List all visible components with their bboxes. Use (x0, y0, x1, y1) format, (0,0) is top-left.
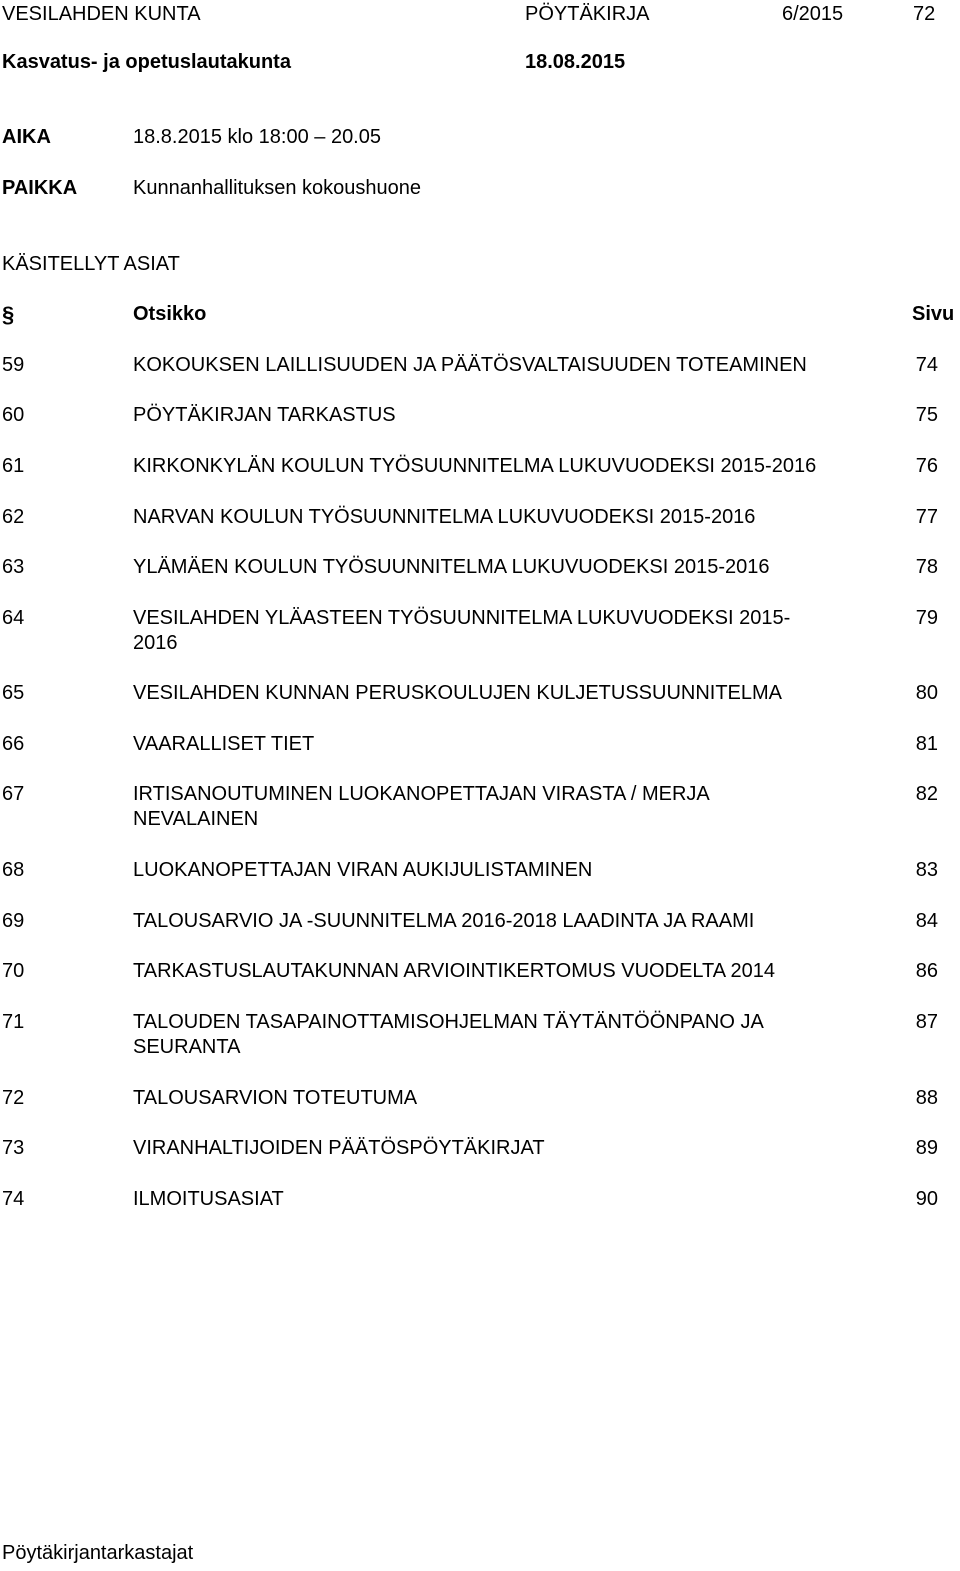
time-value: 18.8.2015 klo 18:00 – 20.05 (133, 126, 381, 148)
item-title: TALOUDEN TASAPAINOTTAMISOHJELMAN TÄYTÄNTÖÖNPANO JA SEURANTA (133, 1011, 763, 1058)
item-number: 71 (2, 1011, 25, 1033)
place-label: PAIKKA (2, 177, 78, 199)
item-number: 69 (2, 910, 25, 932)
item-number: 64 (2, 607, 25, 629)
column-header-page: Sivu (912, 303, 955, 325)
item-title: VESILAHDEN YLÄASTEEN TYÖSUUNNITELMA LUKUVUODEKSI 2015-2016 (133, 607, 791, 654)
item-number: 63 (2, 556, 25, 578)
item-page: 88 (915, 1087, 938, 1109)
item-title: PÖYTÄKIRJAN TARKASTUS (133, 404, 396, 426)
item-title: VESILAHDEN KUNNAN PERUSKOULUJEN KULJETUSSUUNNITELMA (133, 682, 783, 704)
item-number: 62 (2, 506, 25, 528)
committee-name: Kasvatus- ja opetuslautakunta (2, 51, 291, 73)
item-title: KIRKONKYLÄN KOULUN TYÖSUUNNITELMA LUKUVUODEKSI 2015-2016 (133, 455, 817, 477)
item-page: 84 (915, 910, 938, 932)
item-page: 89 (915, 1137, 938, 1159)
item-title: TALOUSARVIO JA -SUUNNITELMA 2016-2018 LAADINTA JA RAAMI (133, 910, 755, 932)
item-number: 65 (2, 682, 25, 704)
item-title: IRTISANOUTUMINEN LUOKANOPETTAJAN VIRASTA / MERJA NEVALAINEN (133, 783, 709, 830)
item-page: 82 (915, 783, 938, 805)
item-title: LUOKANOPETTAJAN VIRAN AUKIJULISTAMINEN (133, 859, 593, 881)
item-number: 60 (2, 404, 25, 426)
item-title: VIRANHALTIJOIDEN PÄÄTÖSPÖYTÄKIRJAT (133, 1137, 545, 1159)
item-title: TALOUSARVION TOTEUTUMA (133, 1087, 418, 1109)
item-page: 90 (915, 1188, 938, 1210)
item-number: 73 (2, 1137, 25, 1159)
item-number: 70 (2, 960, 25, 982)
item-page: 83 (915, 859, 938, 881)
item-page: 76 (915, 455, 938, 477)
item-page: 77 (915, 506, 938, 528)
time-label: AIKA (2, 126, 51, 148)
item-number: 59 (2, 354, 25, 376)
item-page: 78 (915, 556, 938, 578)
document-type: PÖYTÄKIRJA (525, 3, 650, 25)
place-value: Kunnanhallituksen kokoushuone (133, 177, 421, 199)
item-title: KOKOUKSEN LAILLISUUDEN JA PÄÄTÖSVALTAISUUDEN TOTEAMINEN (133, 354, 807, 376)
item-title: NARVAN KOULUN TYÖSUUNNITELMA LUKUVUODEKSI 2015-2016 (133, 506, 756, 528)
municipality-name: VESILAHDEN KUNTA (2, 3, 201, 25)
item-page: 79 (915, 607, 938, 629)
item-title: ILMOITUSASIAT (133, 1188, 284, 1210)
item-page: 81 (915, 733, 938, 755)
footer-label: Pöytäkirjantarkastajat (2, 1542, 194, 1564)
item-number: 74 (2, 1188, 25, 1210)
meeting-date: 18.08.2015 (525, 51, 626, 73)
item-number: 68 (2, 859, 25, 881)
item-page: 80 (915, 682, 938, 704)
item-number: 72 (2, 1087, 25, 1109)
item-number: 67 (2, 783, 25, 805)
item-page: 86 (915, 960, 938, 982)
section-sign: § (2, 302, 15, 327)
item-title: TARKASTUSLAUTAKUNNAN ARVIOINTIKERTOMUS VUODELTA 2014 (133, 960, 776, 982)
item-page: 75 (915, 404, 938, 426)
page-number: 72 (913, 3, 936, 25)
item-title: VAARALLISET TIET (133, 733, 315, 755)
column-header-title: Otsikko (133, 303, 207, 325)
toc-heading: KÄSITELLYT ASIAT (2, 253, 180, 275)
item-page: 74 (915, 354, 938, 376)
item-number: 66 (2, 733, 25, 755)
item-number: 61 (2, 455, 25, 477)
item-title: YLÄMÄEN KOULUN TYÖSUUNNITELMA LUKUVUODEKSI 2015-2016 (133, 556, 770, 578)
document-number: 6/2015 (782, 3, 844, 25)
item-page: 87 (915, 1011, 938, 1033)
